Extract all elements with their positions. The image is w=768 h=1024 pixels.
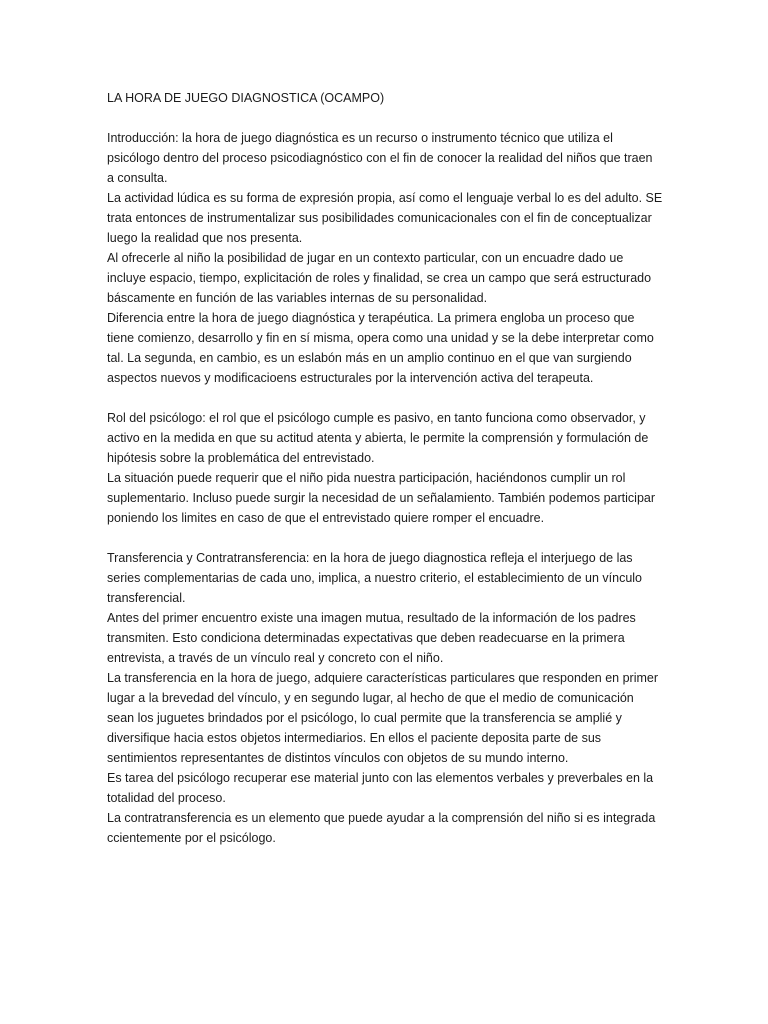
text-line: transferencial. [107,591,186,605]
paragraph-rol-2 [107,468,667,528]
text-line: psicólogo dentro del proceso psicodiagnóstico con el fin de conocer la realidad del niños que traen [107,151,653,165]
text-line: suplementario. Incluso puede surgir la necesidad de un señalamiento. También podemos participar [107,491,656,505]
section-rol-del-psicologo [107,408,667,528]
text-line: hipótesis sobre la problemática del entrevistado. [107,451,375,465]
paragraph-transferencia-5 [107,808,667,848]
text-line: báscamente en función de las variables internas de su personalidad. [107,291,488,305]
paragraph-intro-1 [107,128,667,188]
paragraph-rol-1 [107,408,667,468]
paragraph-intro-3 [107,248,667,308]
text-line: La actividad lúdica es su forma de expresión propia, así como el lenguaje verbal lo es del adulto. SE [107,191,663,205]
text-line: incluye espacio, tiempo, explicitación de roles y finalidad, se crea un campo que será estructurado [107,271,652,285]
paragraph-transferencia-4 [107,768,667,808]
text-line: tiene comienzo, desarrollo y fin en sí misma, opera como una unidad y se la debe interpretar como [107,331,654,345]
text-line: Antes del primer encuentro existe una imagen mutua, resultado de la información de los padres [107,611,636,625]
section-introduccion [107,128,667,388]
text-line: series complementarias de cada uno, implica, a nuestro criterio, el establecimiento de un vínculo [107,571,642,585]
paragraph-transferencia-2 [107,608,667,668]
text-line: luego la realidad que nos presenta. [107,231,303,245]
text-line: Al ofrecerle al niño la posibilidad de jugar en un contexto particular, con un encuadre dado ue [107,251,624,265]
text-line: activo en la medida en que su actitud atenta y abierta, le permite la comprensión y formulación de [107,431,649,445]
text-line: La transferencia en la hora de juego, adquiere características particulares que responden en primer [107,671,659,685]
document-page [107,88,667,868]
text-line: aspectos nuevos y modificacioens estructurales por la intervención activa del terapeuta. [107,371,594,385]
paragraph-transferencia-1 [107,548,667,608]
text-line: diversifique hacia estos objetos intermediarios. En ellos el paciente deposita parte de sus [107,731,602,745]
text-line: sean los juguetes brindados por el psicólogo, lo cual permite que la transferencia se amplié y [107,711,622,725]
text-line: sentimientos representantes de distintos vínculos con objetos de su mundo interno. [107,751,569,765]
text-line: trata entonces de instrumentalizar sus posibilidades comunicacionales con el fin de conceptualizar [107,211,652,225]
text-line: Es tarea del psicólogo recuperar ese material junto con las elementos verbales y preverbales en la [107,771,654,785]
text-line: Rol del psicólogo: el rol que el psicólogo cumple es pasivo, en tanto funciona como observador, y [107,411,646,425]
paragraph-intro-2 [107,188,667,248]
section-transferencia [107,548,667,848]
text-line: Introducción: la hora de juego diagnóstica es un recurso o instrumento técnico que utiliza el [107,131,613,145]
paragraph-intro-4 [107,308,667,388]
text-line: tal. La segunda, en cambio, es un eslabón más en un amplio continuo en el que van surgiendo [107,351,632,365]
text-line: lugar a la brevedad del vínculo, y en segundo lugar, al hecho de que el medio de comunicación [107,691,634,705]
text-line: entrevista, a través de un vínculo real y concreto con el niño. [107,651,444,665]
text-line: ccientemente por el psicólogo. [107,831,276,845]
document-title: LA HORA DE JUEGO DIAGNOSTICA (OCAMPO) [107,91,385,105]
text-line: a consulta. [107,171,168,185]
text-line: totalidad del proceso. [107,791,226,805]
text-line: Diferencia entre la hora de juego diagnóstica y terapéutica. La primera engloba un proceso que [107,311,635,325]
text-line: poniendo los limites en caso de que el entrevistado quiere romper el encuadre. [107,511,545,525]
text-line: Transferencia y Contratransferencia: en la hora de juego diagnostica refleja el interjuego de las [107,551,633,565]
text-line: transmiten. Esto condiciona determinadas expectativas que deben readecuarse en la primera [107,631,625,645]
paragraph-transferencia-3 [107,668,667,768]
text-line: La contratransferencia es un elemento que puede ayudar a la comprensión del niño si es integrada [107,811,656,825]
text-line: La situación puede requerir que el niño pida nuestra participación, haciéndonos cumplir un rol [107,471,626,485]
